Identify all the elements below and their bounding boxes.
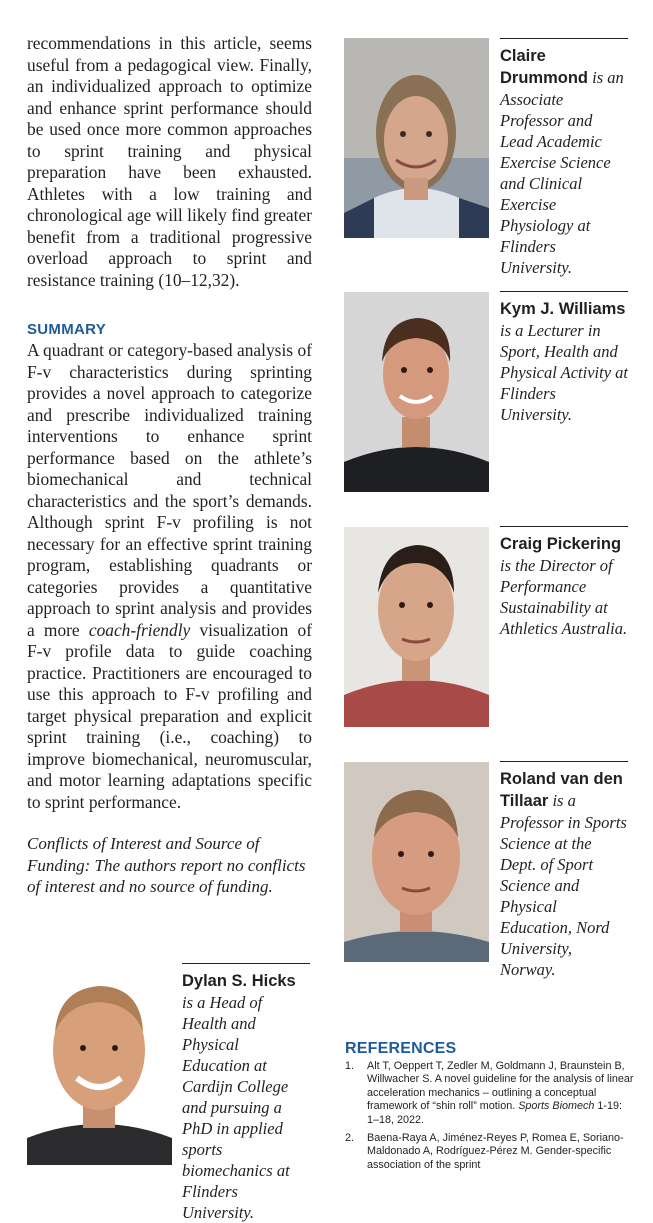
author-name: Dylan S. Hicks	[182, 972, 296, 990]
author-name: Craig Pickering	[500, 535, 622, 553]
author-bio-drummond	[500, 38, 628, 278]
summary-text-before: A quadrant or category-based analysis of F-v characteristics during sprinting provides a novel approach to categorize and prescribe individualized training interventions to enhance sprint performance based on the athlete’s biomechanical and technical characteristics and the sport’s demands. Although sprint F-v profiling is not necessary for an effective sprint training program, establishing quadrants or categories provides a quantitative approach to sprint analysis and provides a more	[27, 340, 312, 640]
reference-number: 1.	[345, 1060, 355, 1072]
reference-item	[345, 1132, 635, 1172]
author-description: is the Director of Performance Sustainability at Athletics Australia.	[500, 556, 628, 638]
reference-details: 1-19: 1–18, 2022.	[367, 1100, 623, 1126]
author-bio-vandentillaar	[500, 761, 628, 980]
left-column	[27, 33, 312, 915]
author-photo-hicks	[27, 970, 172, 1165]
author-bio-hicks	[182, 963, 310, 1223]
reference-text	[367, 1132, 635, 1172]
conflicts-statement: Conflicts of Interest and Source of Funding: The authors report no conflicts of interest and no source of funding.	[27, 834, 306, 896]
summary-text-after: visualization of F-v profile data to guide coaching practice. Practitioners are encouraged to use this approach to F-v profiling and target physical preparation and explicit sprint training (i.e., coaching) to improve biomechanical, neuromuscular, and motor learning adaptations specific to sprint performance.	[27, 619, 312, 812]
reference-text	[367, 1060, 635, 1127]
author-bio-williams	[500, 291, 628, 425]
author-photo-williams	[344, 292, 489, 492]
summary-paragraph	[27, 340, 312, 813]
reference-journal: Sports Biomech	[518, 1100, 595, 1113]
author-bio-pickering	[500, 526, 628, 639]
references-heading: REFERENCES	[345, 1040, 457, 1057]
summary-heading: SUMMARY	[27, 321, 107, 338]
author-name: Claire Drummond	[500, 47, 588, 87]
author-description: is an Associate Professor and Lead Academic Exercise Science and Clinical Exercise Physiology at Flinders University.	[500, 68, 624, 277]
reference-authors-title: Alt T, Oeppert T, Zedler M, Goldmann J, Braunstein B, Willwacher S. A novel guideline for the analysis of linear acceleration mechanics – outlining a conceptual framework of “shin roll” motion.	[367, 1060, 634, 1113]
author-name: Roland van den Tillaar	[500, 770, 623, 810]
summary-emphasis: coach-friendly	[88, 619, 191, 640]
author-photo-vandentillaar	[344, 762, 489, 962]
reference-number: 2.	[345, 1132, 355, 1145]
author-photo-pickering	[344, 527, 489, 727]
continuation-paragraph: recommendations in this article, seems useful from a pedagogical view. Finally, an individualized approach to optimize and enhance sprint performance should be used once more common approaches to sprint training and physical preparation have been exhausted. Athletes with a low training and chronological age will likely find greater benefit from a traditional progressive overload approach to sprint and resistance training (10–12,32).	[27, 33, 312, 290]
references-section	[345, 1040, 635, 1172]
author-description: is a Professor in Sports Science at the Dept. of Sport Science and Physical Education, Nord University, Norway.	[500, 791, 627, 979]
reference-authors-title: Baena-Raya A, Jiménez-Reyes P, Romea E, Soriano-Maldonado A, Rodríguez-Pérez M. Gender-specific association of the sprint	[367, 1132, 624, 1171]
author-description: is a Head of Health and Physical Education at Cardijn College and pursuing a PhD in applied sports biomechanics at Flinders University.	[182, 993, 290, 1222]
reference-item	[345, 1060, 635, 1127]
author-description: is a Lecturer in Sport, Health and Physical Activity at Flinders University.	[500, 321, 628, 424]
author-name: Kym J. Williams	[500, 300, 626, 318]
author-photo-drummond	[344, 38, 489, 238]
